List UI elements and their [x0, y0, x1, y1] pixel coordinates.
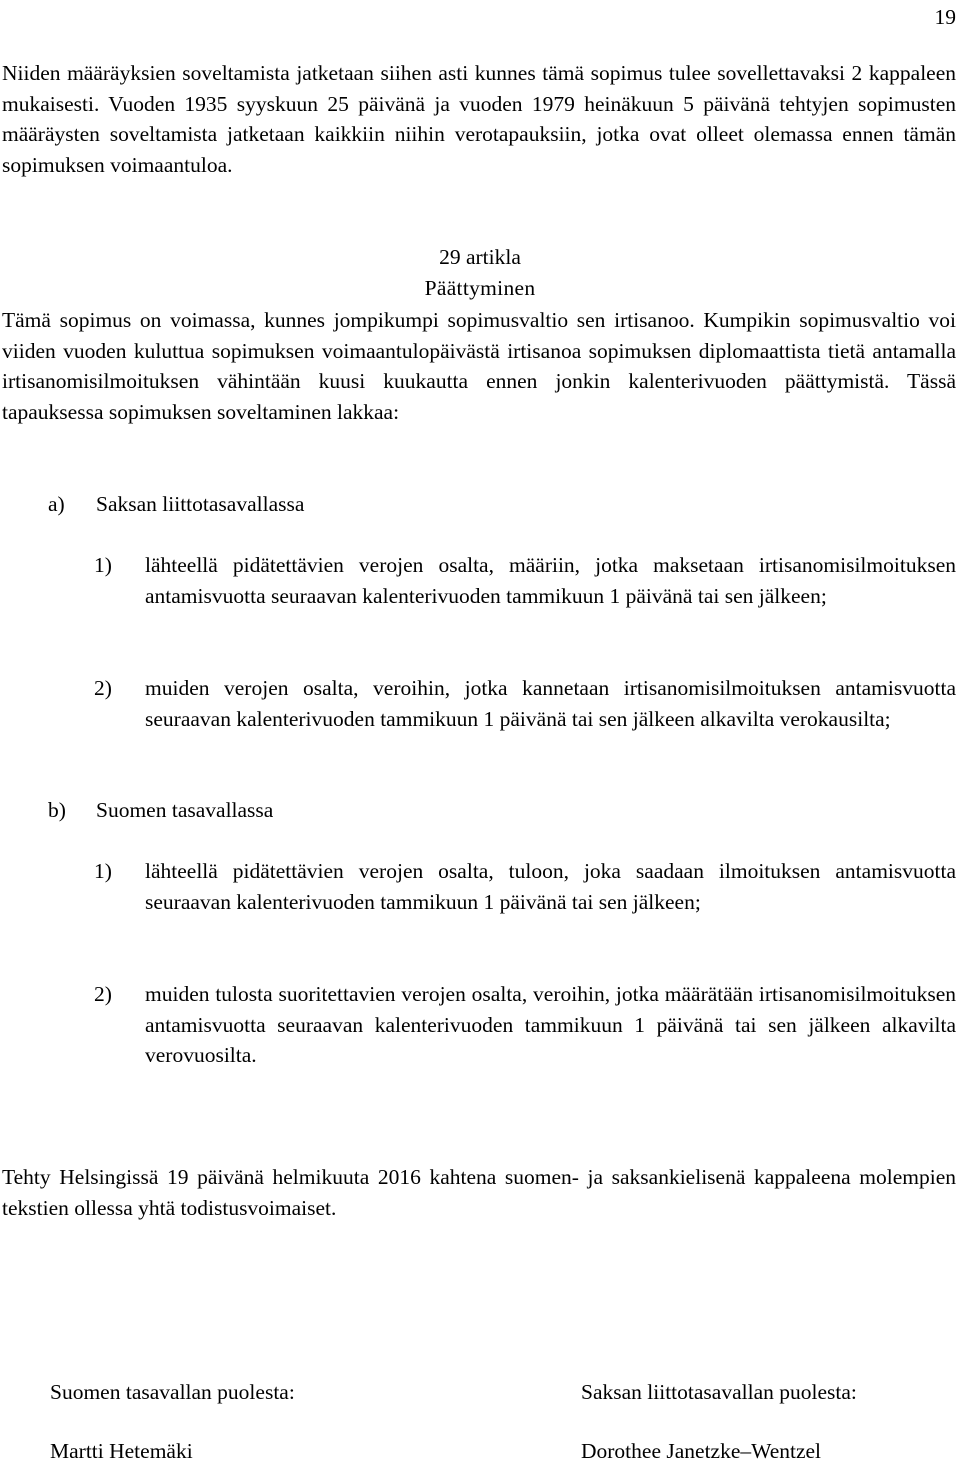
sub-item-text: muiden tulosta suoritettavien verojen osalta, veroihin, jotka määrätään irtisanomisilmoituksen antamisvuotta seuraavan kalenterivuoden tammikuun 1 päivänä tai sen jälkeen alkavilta verovuosilta.: [145, 982, 956, 1067]
sub-item-text: lähteellä pidätettävien verojen osalta, määriin, jotka maksetaan irtisanomisilmoituksen antamisvuotta seuraavan kalenterivuoden tammikuun 1 päivänä tai sen jälkeen;: [145, 553, 956, 608]
list-item-letter: b): [48, 798, 66, 822]
sub-item-number: 1): [94, 859, 112, 883]
sub-item-text: lähteellä pidätettävien verojen osalta, tuloon, joka saadaan ilmoituksen antamisvuotta seuraavan kalenterivuoden tammikuun 1 päivänä tai sen jälkeen;: [145, 859, 956, 914]
list-item-b: [48, 795, 956, 826]
page-number: 19: [934, 5, 956, 29]
article-title: Päättyminen: [424, 276, 536, 300]
article-number: 29 artikla: [439, 245, 521, 269]
sub-item-text: muiden verojen osalta, veroihin, jotka kannetaan irtisanomisilmoituksen antamisvuotta seuraavan kalenterivuoden tammikuun 1 päivänä tai sen jälkeen alkavilta verokausilta;: [145, 676, 956, 731]
list-item-letter: a): [48, 492, 65, 516]
list-item-a: [48, 489, 956, 520]
sub-item-number: 1): [94, 553, 112, 577]
sub-item-b1: [94, 856, 956, 917]
article-body: Tämä sopimus on voimassa, kunnes jompikumpi sopimusvaltio sen irtisanoo. Kumpikin sopimusvaltio voi viiden vuoden kuluttua sopimuksen voimaantulopäivästä irtisanoa sopimuksen diplomaattista tietä antamalla irtisanomisilmoituksen vähintään kuusi kuukautta ennen jonkin kalenterivuoden päättymistä. Tässä tapauksessa sopimuksen soveltaminen lakkaa:: [2, 308, 956, 424]
intro-paragraph: Niiden määräyksien soveltamista jatketaan siihen asti kunnes tämä sopimus tulee sovellettavaksi 2 kappaleen mukaisesti. Vuoden 1935 syyskuun 25 päivänä ja vuoden 1979 heinäkuun 5 päivänä tehtyjen sopimusten määräysten soveltamista jatketaan kaikkiin niihin verotapauksiin, jotka ovat olleet olemassa ennen tämän sopimuksen voimaantuloa.: [2, 61, 956, 177]
signatory-name-germany: Dorothee Janetzke–Wentzel: [581, 1439, 822, 1463]
sub-item-a1: [94, 550, 956, 611]
sub-item-b2: [94, 979, 956, 1071]
closing-paragraph: Tehty Helsingissä 19 päivänä helmikuuta 2016 kahtena suomen- ja saksankielisenä kappaleena molempien tekstien ollessa yhtä todistusvoimaiset.: [2, 1165, 956, 1220]
sub-item-a2: [94, 673, 956, 734]
signature-role-germany: Saksan liittotasavallan puolesta:: [581, 1380, 857, 1404]
sub-item-number: 2): [94, 676, 112, 700]
list-item-label: Suomen tasavallassa: [96, 798, 274, 822]
sub-item-number: 2): [94, 982, 112, 1006]
signature-role-finland: Suomen tasavallan puolesta:: [50, 1380, 295, 1404]
signatory-name-finland: Martti Hetemäki: [50, 1439, 193, 1463]
list-item-label: Saksan liittotasavallassa: [96, 492, 305, 516]
